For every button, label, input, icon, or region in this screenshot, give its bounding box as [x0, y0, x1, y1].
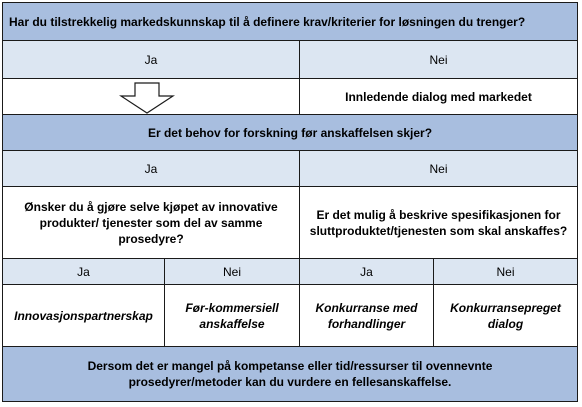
q3-left-no-label: Nei: [165, 258, 300, 284]
outcome-negotiated-competition: Konkurranse med forhandlinger: [300, 284, 434, 346]
q1-no-label: Nei: [300, 40, 578, 78]
q3-right-no-label: Nei: [434, 258, 578, 284]
question-specification: Er det mulig å beskrive spesifikasjonen for sluttproduktet/tjenesten som skal anskaffes?: [300, 186, 578, 258]
question-knowledge: Har du tilstrekkelig markedskunnskap til å definere krav/kriterier for løsningen du trenger?: [2, 2, 578, 40]
q3-right-yes-label: Ja: [300, 258, 434, 284]
question-same-procedure: Ønsker du å gjøre selve kjøpet av innovative produkter/ tjenester som del av samme prosedyre?: [2, 186, 300, 258]
question-research: Er det behov for forskning før anskaffelsen skjer?: [2, 114, 578, 150]
outcome-innovation-partnership: Innovasjonspartnerskap: [2, 284, 165, 346]
outcome-competitive-dialogue: Konkurransepreget dialog: [434, 284, 578, 346]
outcome-pre-commercial: Før-kommersiell anskaffelse: [165, 284, 300, 346]
market-dialog-action: Innledende dialog med markedet: [300, 78, 578, 114]
q3-left-yes-label: Ja: [2, 258, 165, 284]
q2-no-label: Nei: [300, 150, 578, 186]
q2-yes-label: Ja: [2, 150, 300, 186]
footer-joint-procurement-note: Dersom det er mangel på kompetanse eller tid/ressurser til ovennevnte prosedyrer/metoder kan du vurdere en fellesanskaffelse.: [2, 346, 578, 402]
down-arrow-icon: [119, 82, 175, 114]
q1-yes-label: Ja: [2, 40, 300, 78]
